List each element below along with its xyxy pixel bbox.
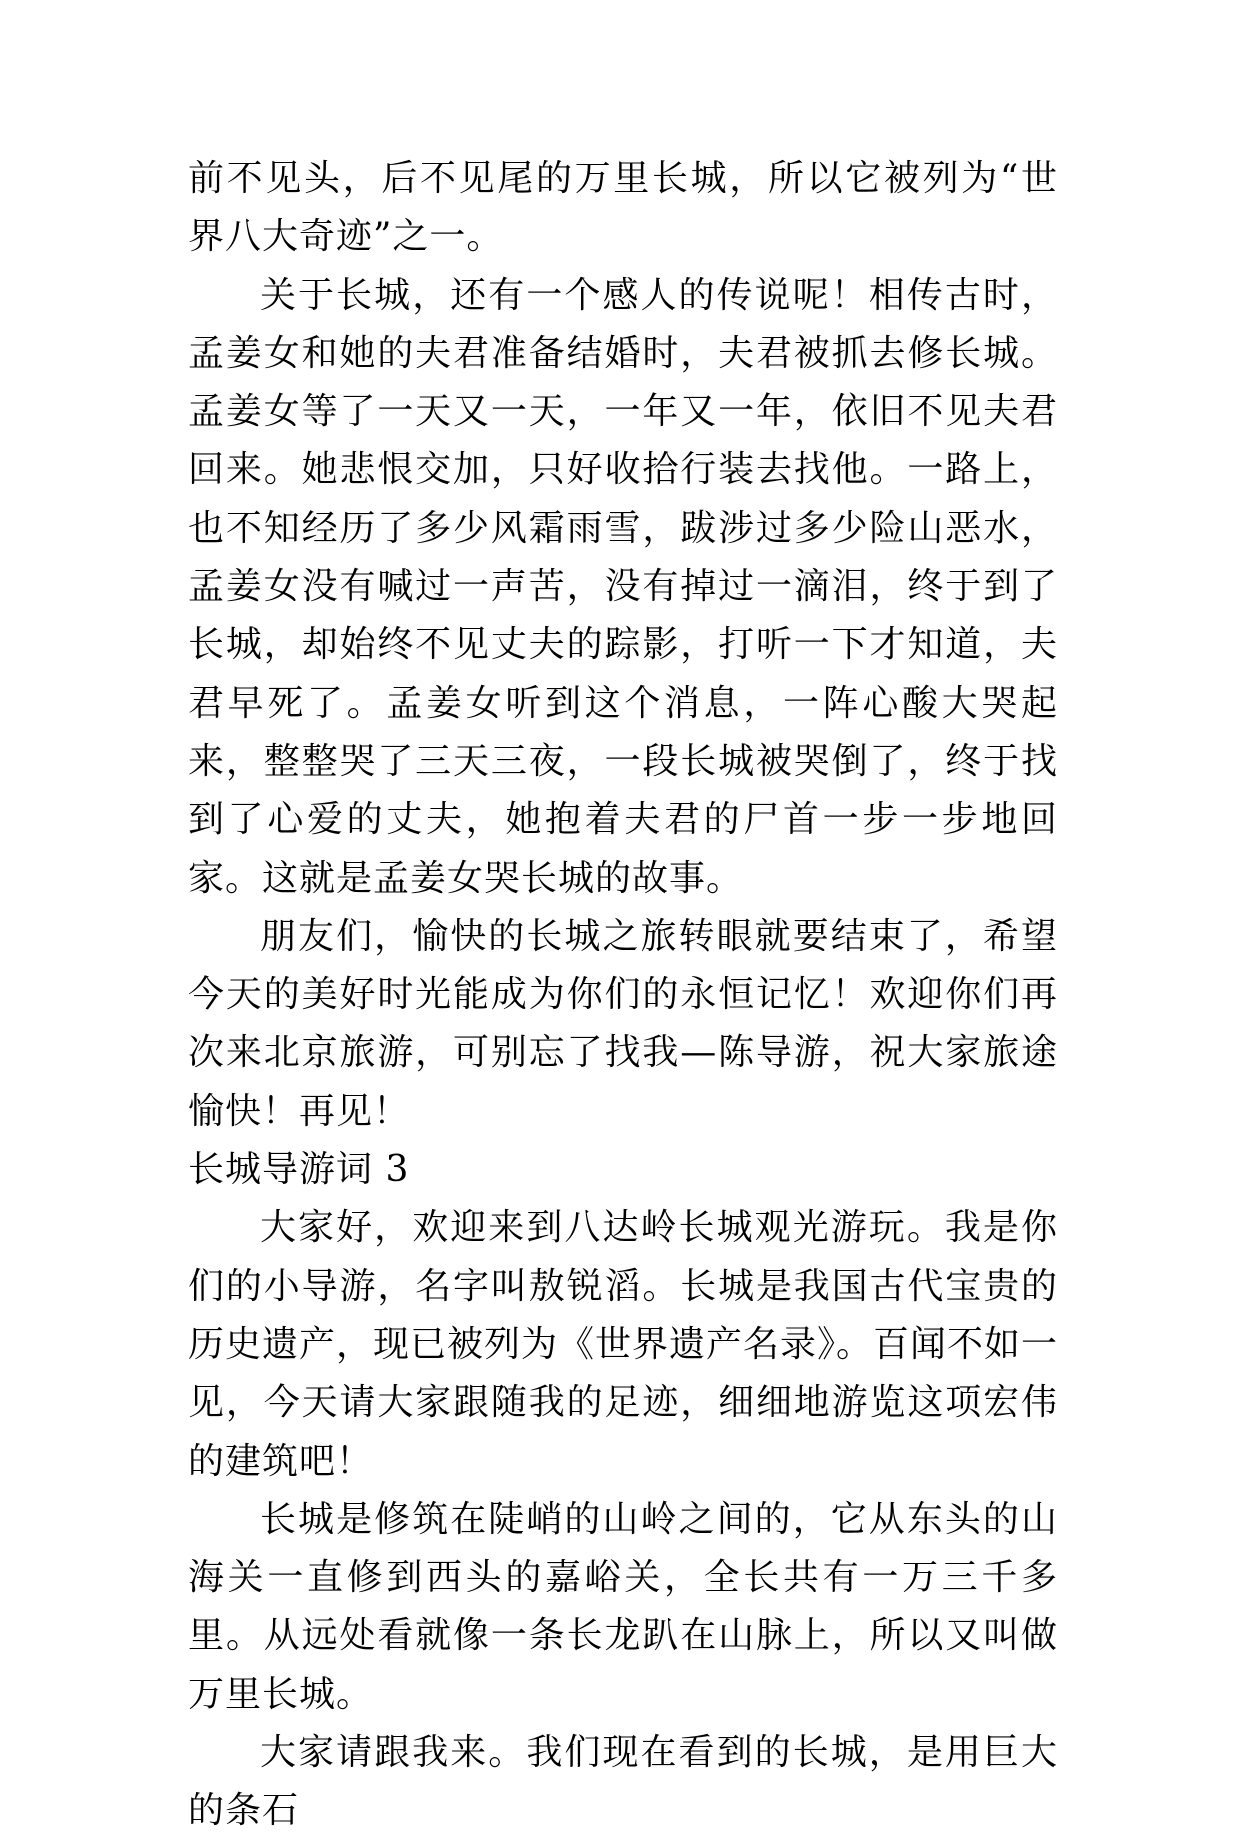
paragraph-farewell: 朋友们，愉快的长城之旅转眼就要结束了，希望今天的美好时光能成为你们的永恒记忆！欢迎你们再次来北京旅游，可别忘了找我—陈导游，祝大家旅途愉快！再见！ bbox=[188, 915, 1058, 1132]
document-body bbox=[188, 150, 1058, 1841]
paragraph-meng-jiang-nu-legend: 关于长城，还有一个感人的传说呢！相传古时，孟姜女和她的夫君准备结婚时，夫君被抓去修长城。孟姜女等了一天又一天，一年又一年，依旧不见夫君回来。她悲恨交加，只好收拾行装去找他。一路上，也不知经历了多少风霜雨雪，跋涉过多少险山恶水，孟姜女没有喊过一声苦，没有掉过一滴泪，终于到了长城，却始终不见丈夫的踪影，打听一下才知道，夫君早死了。孟姜女听到这个消息，一阵心酸大哭起来，整整哭了三天三夜，一段长城被哭倒了，终于找到了心爱的丈夫，她抱着夫君的尸首一步一步地回家。这就是孟姜女哭长城的故事。 bbox=[188, 274, 1058, 899]
paragraph-welcome: 大家好，欢迎来到八达岭长城观光游玩。我是你们的小导游，名字叫敖锐滔。长城是我国古代宝贵的历史遗产，现已被列为《世界遗产名录》。百闻不如一见，今天请大家跟随我的足迹，细细地游览这项宏伟的建筑吧！ bbox=[188, 1207, 1059, 1482]
section-title: 长城导游词 3 bbox=[188, 1149, 410, 1191]
paragraph-continuation: 前不见头，后不见尾的万里长城，所以它被列为“世界八大奇迹”之一。 bbox=[188, 158, 1058, 258]
paragraph-great-wall-length: 长城是修筑在陡峭的山岭之间的，它从东头的山海关一直修到西头的嘉峪关，全长共有一万三千多里。从远处看就像一条长龙趴在山脉上，所以又叫做万里长城。 bbox=[188, 1498, 1058, 1715]
paragraph-follow-me: 大家请跟我来。我们现在看到的长城，是用巨大的条石 bbox=[188, 1732, 1058, 1832]
